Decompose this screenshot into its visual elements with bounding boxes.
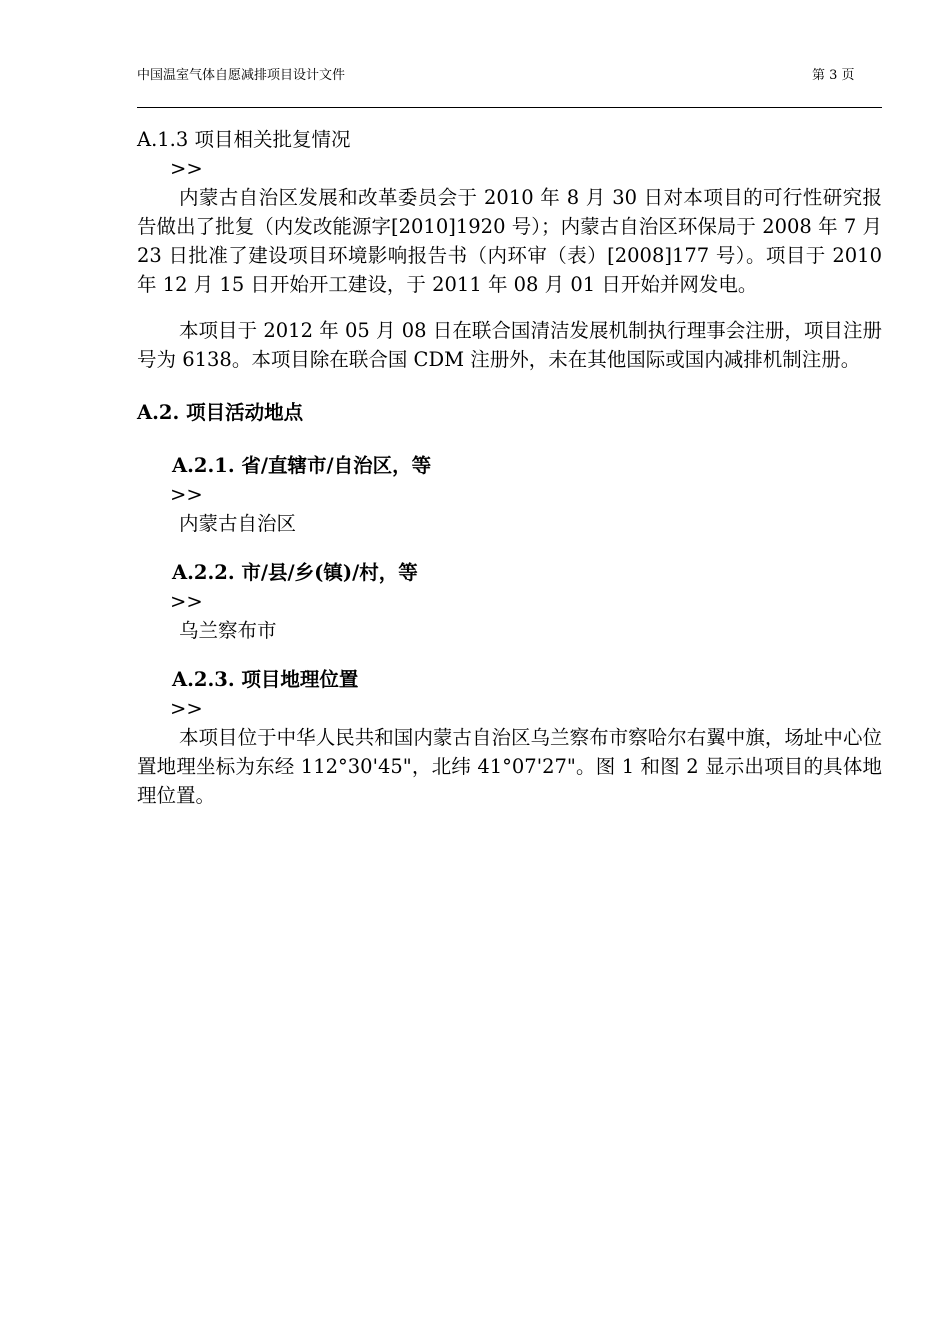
answer-marker: >> <box>170 697 203 720</box>
section-heading-a13: A.1.3 项目相关批复情况 <box>137 128 351 151</box>
section-heading-a23: A.2.3. 项目地理位置 <box>172 668 359 691</box>
document-body <box>137 125 882 810</box>
header-title: 中国温室气体自愿减排项目设计文件 <box>137 68 346 83</box>
approval-paragraph: 内蒙古自治区发展和改革委员会于 2010 年 8 月 30 日对本项目的可行性研究报告做出了批复（内发改能源字[2010]1920 号）；内蒙古自治区环保局于 2008 年 7 月 23 日批准了建设项目环境影响报告书（内环审（表）[2008]177 号）。项目于 2010 年 12 月 15 日开始开工建设，于 2011 年 08 月 01 日开始并网发电。 <box>137 186 882 296</box>
section-heading-a22: A.2.2. 市/县/乡(镇)/村，等 <box>172 561 418 584</box>
location-paragraph: 本项目位于中华人民共和国内蒙古自治区乌兰察布市察哈尔右翼中旗，场址中心位置地理坐标为东经 112°30'45"，北纬 41°07'27"。图 1 和图 2 显示出项目的具体地理位置。 <box>137 726 882 807</box>
answer-marker: >> <box>170 157 203 180</box>
answer-marker: >> <box>170 483 203 506</box>
header-divider <box>137 107 882 108</box>
city-value: 乌兰察布市 <box>179 619 277 642</box>
header-page-number: 第 3 页 <box>812 68 855 83</box>
answer-marker: >> <box>170 590 203 613</box>
province-value: 内蒙古自治区 <box>179 512 297 535</box>
section-heading-a21: A.2.1. 省/直辖市/自治区，等 <box>172 454 432 477</box>
registration-paragraph: 本项目于 2012 年 05 月 08 日在联合国清洁发展机制执行理事会注册，项目注册号为 6138。本项目除在联合国 CDM 注册外，未在其他国际或国内减排机制注册。 <box>137 319 882 371</box>
section-heading-a2: A.2. 项目活动地点 <box>137 401 304 424</box>
